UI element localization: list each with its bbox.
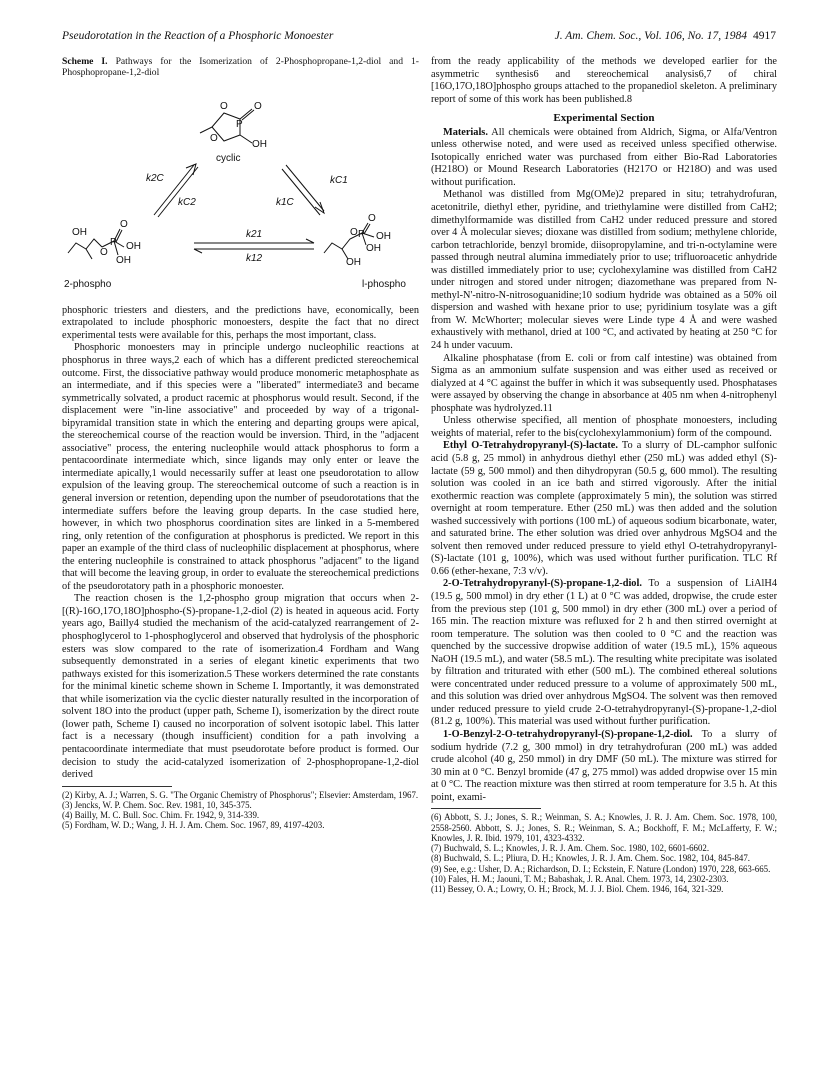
one-phospho-oh-b: OH <box>366 242 381 254</box>
reference-item: (10) Fales, H. M.; Jaouni, T. M.; Babashak, J. R. Anal. Chem. 1973, 14, 2302-2303. <box>431 874 729 885</box>
footnote-rule <box>431 808 541 809</box>
reference-item: (4) Bailly, M. C. Bull. Soc. Chim. Fr. 1942, 9, 314-339. <box>62 810 260 821</box>
experimental-paragraph <box>431 127 777 190</box>
footnote-rule <box>62 786 172 787</box>
two-phospho-skeleton <box>68 239 102 253</box>
right-intro-paragraph: from the ready applicability of the methods we developed earlier for the asymmetric synthesis6 and stereochemical analysis6,7 of chiral [16O,17O,18O]phospho groups attached to the propanediol skeleton. A preliminary report of some of this work has been published.8 <box>431 56 777 105</box>
section-heading: Experimental Section <box>553 112 655 125</box>
scheme-diagram <box>62 83 419 301</box>
reference-item: (11) Bessey, O. A.; Lowry, O. H.; Brock, M. J. J. Biol. Chem. 1946, 164, 321-329. <box>431 884 724 895</box>
paragraph-body: Alkaline phosphatase (from E. coli or from calf intestine) was obtained from Sigma as an ammonium sulfate suspension and was either used as received or dialyzed at 4 °C against the buffer in which it was subsequently used. Phosphatases were assayed by observing the change in absorbance at 405 nm when 4-nitrophenyl phosphate was hydrolyzed.11 <box>431 352 777 414</box>
rate-k1c: k1C <box>276 196 294 208</box>
paragraph-body: Unless otherwise specified, all mention of phosphate monoesters, including weights of material, refer to the bis(cyclohexylammonium) form of the compound. <box>431 415 777 439</box>
left-references <box>62 790 419 831</box>
right-column <box>431 56 777 895</box>
reference-item: (2) Kirby, A. J.; Warren, S. G. "The Organic Chemistry of Phosphorus"; Elsevier: Amsterdam, 1967. <box>62 789 419 800</box>
left-paragraph: Phosphoric monoesters may in principle undergo nucleophilic reactions at phosphorus in three ways,2 each of which has a different predicted stereochemical outcome. First, the dissociative pathway would produce monomeric metaphosphate as an intermediate, and if this species were a "liberated" intermediate3 and became symmetrically solvated, a product racemic at phosphorus would result. Second, if the displacement were "in-line associative" and proceeded by way of a trigonal-bipyramidal transition state in which the entering and departing groups were apical, the stereochemical course of the reaction would be inversion. Third, in the "adjacent associative" process, the entering nucleophile would attack phosphorus to form a pentacoordinate intermediate which, since ligands may only enter or leave the intermediate apically,1 would necessarily suffer at least one pseudorotation to allow expulsion of the leaving group. The stereochemical outcome of such a reaction is in general inversion or retention, depending upon the number of pseudorotations that the intermediate suffers before the leaving group departs. In the case studied here, however, in which two phosphorus coordination sites are linked in a 5-membered ring, only retention of the configuration at phosphorus is predicted. We report in this paper an example of the third class of nucleophilic displacement at phosphorus, where the entering nucleophile is constrained to attack phosphorus "adjacent" to the ligand that will become the leaving group, in order to evaluate the stereochemical predictions of the pseudorotatory path in a phosphoric monoester. <box>62 342 419 592</box>
page-number: 4917 <box>753 30 776 42</box>
one-phospho-oxygen: O <box>350 226 358 238</box>
cyclic-hydroxyl: OH <box>252 138 267 150</box>
journal-name: J. Am. Chem. Soc., Vol. 106, No. 17, 1984 <box>554 30 747 42</box>
one-phospho-oh-a: OH <box>376 230 391 242</box>
cyclic-oxo-oxygen: O <box>254 100 262 112</box>
two-phospho-oh-b: OH <box>116 254 131 266</box>
running-title: Pseudorotation in the Reaction of a Phosphoric Monoester <box>62 30 334 42</box>
two-phospho-oxo: O <box>120 218 128 230</box>
reference-item: (8) Buchwald, S. L.; Pliura, D. H.; Knowles, J. R. J. Am. Chem. Soc. 1982, 104, 845-847. <box>431 853 750 864</box>
left-paragraph: The reaction chosen is the 1,2-phospho group migration that occurs when 2-[(R)-16O,17O,18O]phospho-(S)-propane-1,2-diol (2) is heated in aqueous acid. Forty years ago, Bailly4 studied the mechanism of the acid-catalyzed rearrangement of 2-phosphoglycerol to 1-phosphoglycerol and observed that hydrolysis of the phosphoric esters was slow compared to the rate of isomerization.4 Fordham and Wang subsequently demonstrated in a series of elegant kinetic experiments that two pathways existed for this isomerization.5 These workers determined the rate constants for the minimal kinetic scheme shown in Scheme I. Importantly, it was demonstrated that while isomerization via the cyclic diester naturally resulted in the incorporation of solvent 18O into the product (upper path, Scheme I), isomerization by the direct route (lower path, Scheme I) caused no incorporation of solvent isotopic label. This latter fact is a necessary (though insufficient) condition for a path involving a pentacoordinate intermediate that must pseudorotate before product is formed. Our decision to study the acid-catalyzed isomerization of 2-phosphopropane-1,2-diol derived <box>62 593 419 781</box>
journal-citation <box>555 30 776 42</box>
scheme-structures <box>62 83 419 301</box>
reference-item: (5) Fordham, W. D.; Wang, J. H. J. Am. Chem. Soc. 1967, 89, 4197-4203. <box>62 820 325 831</box>
one-phospho-oxo: O <box>368 212 376 224</box>
experimental-paragraph <box>431 440 777 578</box>
paragraph-body: To a slurry of DL-camphor sulfonic acid (5.8 g, 25 mmol) in anhydrous diethyl ether (250 mL) was added ethyl (S)-lactate (59 g, 500 mmol) and then dihydropyran (50.5 g, 600 mmol). The resulting solution was cooled in an ice bath and stirred vigorously. After the initial exothermic reaction was complete (approximately 5 min), the solution was stirred overnight at room temperature. Ether (250 mL) was then added and the solution washed successively with portions (100 mL) of aqueous sodium bicarbonate, water, and saturated brine. The ether solution was dried over anhydrous MgSO4 and the solvent then removed under reduced pressure to yield ethyl O-tetrahydropyranyl-(S)-lactate (101 g, 100%), which was used without further purification. TLC Rf 0.66 (ether-hexane, 7:3 v/v). <box>431 440 777 577</box>
rate-k21: k21 <box>246 228 263 240</box>
two-phospho-oh-a: OH <box>126 240 141 252</box>
paragraph-runin-heading: Materials. <box>443 126 488 138</box>
right-references <box>431 812 777 894</box>
reference-item: (9) See, e.g.: Usher, D. A.; Richardson, D. I.; Eckstein, F. Nature (London) 1970, 228, 663-665. <box>431 863 771 874</box>
two-phospho-label: 2-phospho <box>64 278 112 290</box>
two-phospho-phosphorus: P <box>110 236 117 248</box>
scheme-caption <box>62 56 419 79</box>
cyclic-ring-oxygen: O <box>220 100 228 112</box>
cyclic-ester-oxygen: O <box>210 132 218 144</box>
paragraph-runin-heading: Ethyl O-Tetrahydropyranyl-(S)-lactate. <box>443 440 618 452</box>
two-phospho-oxygen: O <box>100 246 108 258</box>
left-column <box>62 56 419 831</box>
paragraph-body: Methanol was distilled from Mg(OMe)2 prepared in situ; tetrahydrofuran, acetonitrile, diethyl ether, pyridine, and triethylamine were distilled from CaH2; dimethylformamide was distilled from CaH2 under reduced pressure and stored over 4 Å molecular sieves; dioxane was distilled from sodium; methylene chloride, carbon tetrachloride, benzyl bromide, diisopropylamine, and tri-n-octylamine were passed through neutral alumina immediately prior to use; trifluoroacetic anhydride was distilled immediately prior to use; cyclohexylamine was distilled from CaH2 under nitrogen and stored under nitrogen; diazomethane was prepared from N-methyl-N'-nitro-N-nitrosoguanidine;10 sodium hydride was obtained as a 50% oil dispersion and washed with hexane prior to use; pyridinium tosylate was a gift from W. McWhorter; molecular sieves were Linde type 4 Å and were washed exhaustively with methanol, dried at 100 °C, and activated by heating at 250 °C for 24 h under vacuum. <box>431 189 777 352</box>
experimental-paragraph <box>431 189 777 352</box>
rate-kc1: kC1 <box>330 174 348 186</box>
paragraph-body: To a slurry of sodium hydride (7.2 g, 300 mmol) in dry tetrahydrofuran (200 mL) was added crude alcohol (40 g, 250 mmol) in dry DMF (50 mL). The mixture was stirred for 30 min at 0 °C. Benzyl bromide (47 g, 275 mmol) was added dropwise over 15 min at 0 °C. The reaction mixture was then stirred at room temperature for 3.5 h. At this point, exami- <box>431 728 777 803</box>
experimental-paragraph <box>431 578 777 729</box>
reference-item: (6) Abbott, S. J.; Jones, S. R.; Weinman, S. A.; Knowles, J. R. J. Am. Chem. Soc. 1978, 100, 2558-2560. Abbott, S. J.; Jones, S. R.; Weinman, S. A.; Bockhoff, F. M.; McLafferty, F. W.; Knowles, J. R. Ibid. 1979, 101, 4323-4332. <box>431 812 777 843</box>
paragraph-body: To a suspension of LiAlH4 (19.5 g, 500 mmol) in dry ether (1 L) at 0 °C was added, dropwise, the crude ester from the previous step (101 g, 500 mmol) in dry ether (300 mL) over a period of 165 min. The reaction mixture was refluxed for 2 h and then stirred overnight at room temperature. The solution was then cooled to 0 °C and the reaction was quenched by the successive dropwise addition of water (19.5 mL), 15% aqueous NaOH (19.5 mL), and water (58.5 mL). The resulting white precipitate was isolated by filtration and triturated with ether (500 mL). The combined ethereal solutions were concentrated under reduced pressure to a volume of approximately 500 mL, and this solution was dried over anhydrous MgSO4. The solvent was then removed under reduced pressure to yield crude 2-O-tetrahydropyranyl-(S)-propane-1,2-diol (81.2 g, 100%). This material was used without further purification. <box>431 578 777 728</box>
reference-item: (7) Buchwald, S. L.; Knowles, J. R. J. Am. Chem. Soc. 1980, 102, 6601-6602. <box>431 843 710 854</box>
experimental-paragraph <box>431 415 777 440</box>
two-phospho-hydroxyl: OH <box>72 226 87 238</box>
paragraph-runin-heading: 2-O-Tetrahydropyranyl-(S)-propane-1,2-diol. <box>443 578 642 590</box>
paragraph-runin-heading: 1-O-Benzyl-2-O-tetrahydropyranyl-(S)-propane-1,2-diol. <box>443 728 693 740</box>
experimental-paragraph <box>431 729 777 804</box>
rate-kc2: kC2 <box>178 196 196 208</box>
scheme-caption-label: Scheme I. <box>62 56 108 67</box>
rate-k2c: k2C <box>146 172 164 184</box>
paragraph-body: All chemicals were obtained from Aldrich, Sigma, or Alfa/Ventron unless otherwise noted, and were used as received unless specified otherwise. Isotopically enriched water was purchased from either Bio-Rad Laboratories (H218O) or Mound Research Laboratories (H217O or H218O) and was used without purification. <box>431 126 777 188</box>
cyclic-label: cyclic <box>216 152 241 164</box>
rate-k12: k12 <box>246 252 263 264</box>
experimental-paragraph <box>431 353 777 416</box>
one-phospho-hydroxyl: OH <box>346 256 361 268</box>
scheme-caption-text: Pathways for the Isomerization of 2-Phosphopropane-1,2-diol and 1-Phosphopropane-1,2-diol <box>62 56 419 79</box>
one-phospho-label: l-phospho <box>362 278 406 290</box>
cyclic-phosphorus: P <box>236 118 243 130</box>
one-phospho-phosphorus: P <box>358 228 365 240</box>
left-paragraph: phosphoric triesters and diesters, and the predictions have, economically, been extrapolated to include phosphoric monoesters, despite the fact that no direct experimental tests were available for this, perhaps the most important, class. <box>62 304 419 341</box>
reference-item: (3) Jencks, W. P. Chem. Soc. Rev. 1981, 10, 345-375. <box>62 799 252 810</box>
